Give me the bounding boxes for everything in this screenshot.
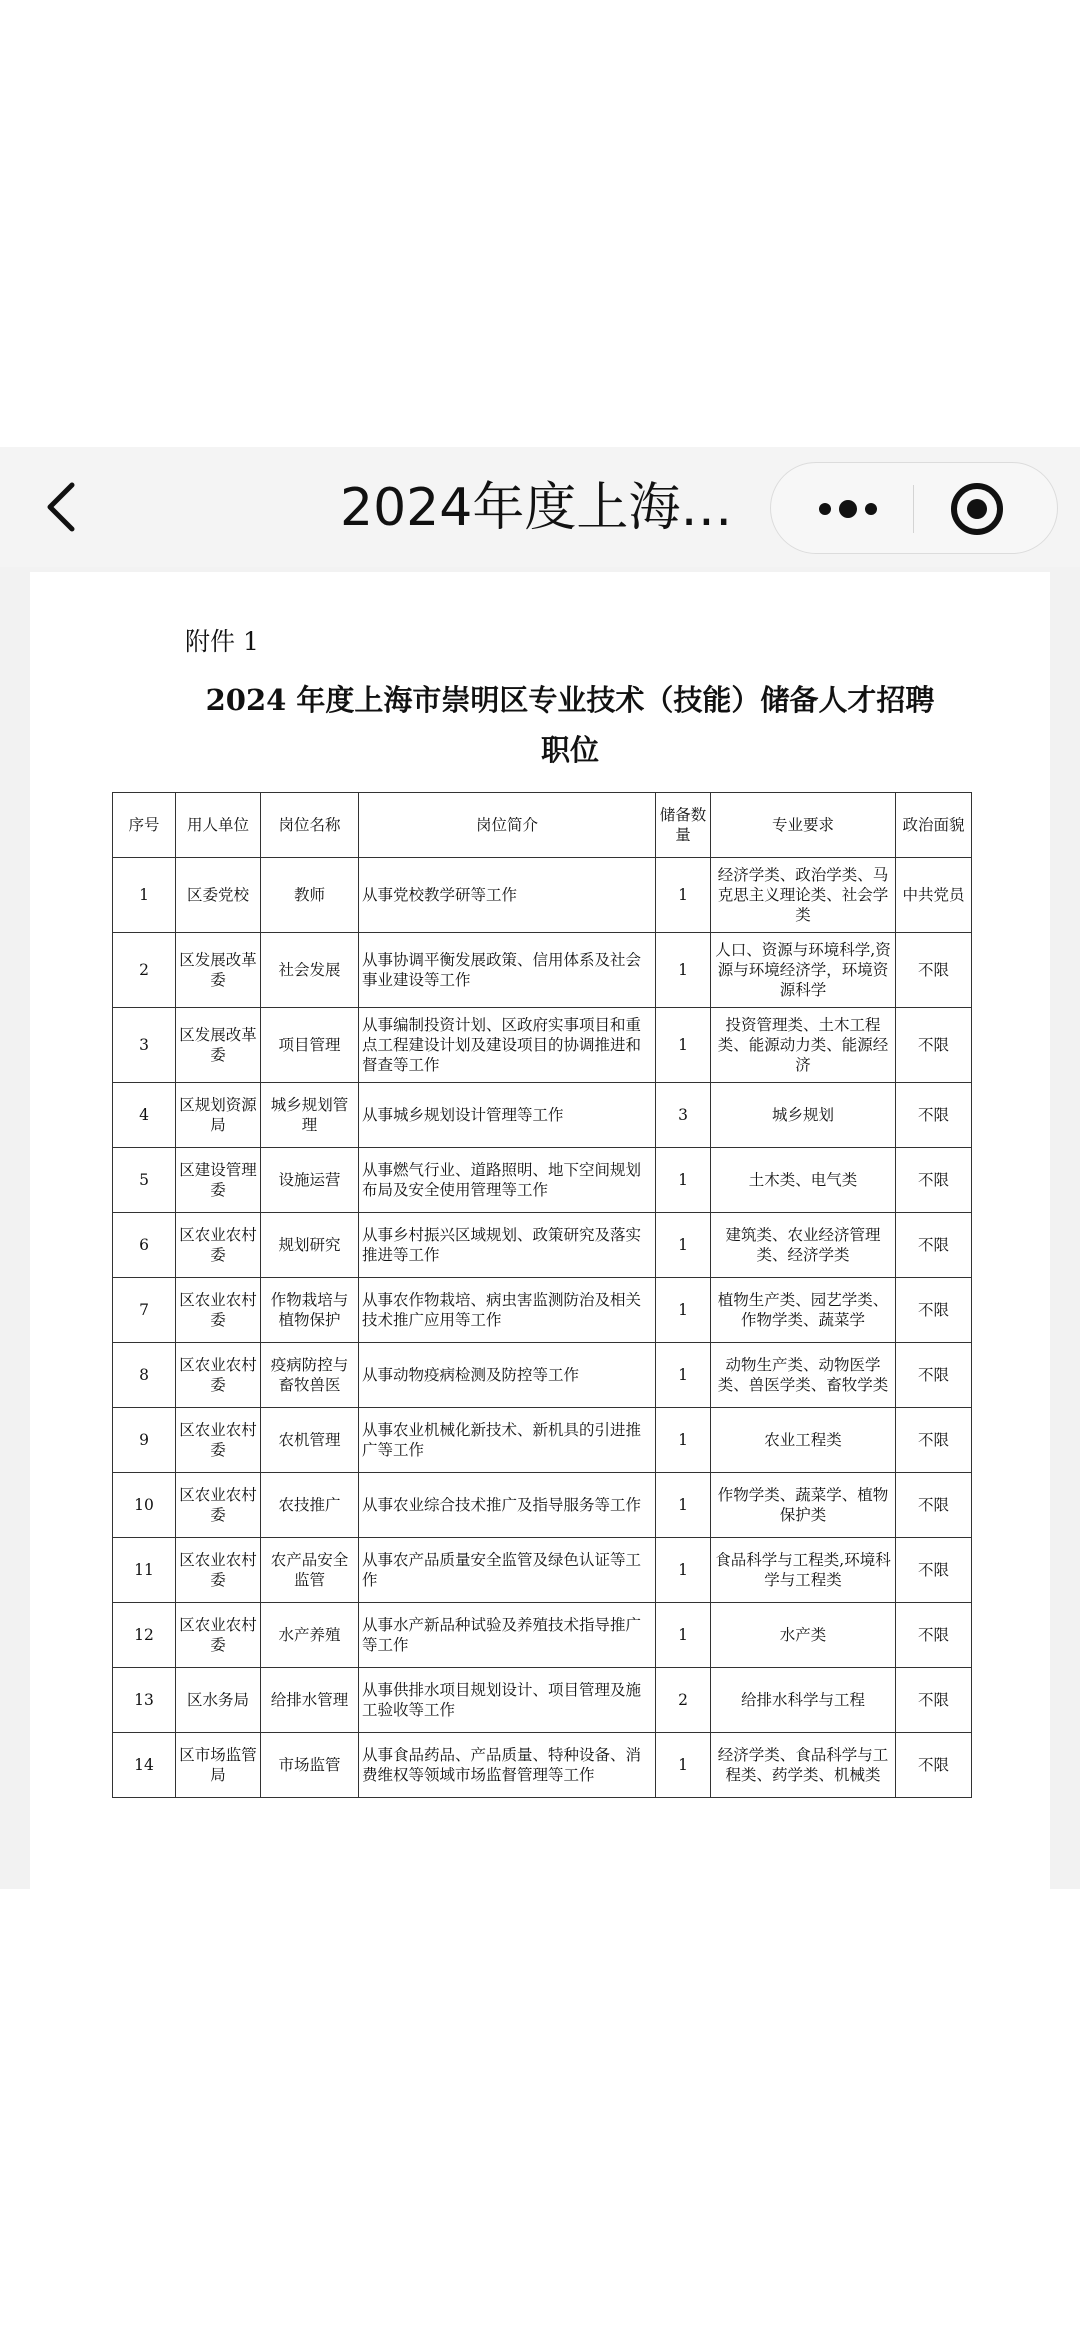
table-cell: 不限 xyxy=(896,1473,972,1538)
table-cell: 从事供排水项目规划设计、项目管理及施工验收等工作 xyxy=(359,1668,656,1733)
table-cell: 1 xyxy=(656,1408,711,1473)
table-cell: 土木类、电气类 xyxy=(711,1148,896,1213)
title-line-1: 2024 年度上海市崇明区专业技术（技能）储备人才招聘 xyxy=(205,683,935,717)
back-arrow-icon[interactable] xyxy=(34,477,94,537)
table-cell: 作物学类、蔬菜学、植物保护类 xyxy=(711,1473,896,1538)
header-cell: 岗位简介 xyxy=(359,793,656,858)
table-cell: 从事燃气行业、道路照明、地下空间规划布局及安全使用管理等工作 xyxy=(359,1148,656,1213)
table-cell: 中共党员 xyxy=(896,858,972,933)
table-cell: 2 xyxy=(113,933,176,1008)
table-cell: 8 xyxy=(113,1343,176,1408)
table-cell: 不限 xyxy=(896,1148,972,1213)
document-title xyxy=(170,675,970,775)
table-cell: 13 xyxy=(113,1668,176,1733)
table-cell: 区农业农村委 xyxy=(176,1408,261,1473)
table-row xyxy=(113,1408,972,1473)
table-row xyxy=(113,1473,972,1538)
header-cell: 序号 xyxy=(113,793,176,858)
table-cell: 区农业农村委 xyxy=(176,1603,261,1668)
table-cell: 不限 xyxy=(896,1668,972,1733)
table-cell: 不限 xyxy=(896,1083,972,1148)
document-viewer[interactable] xyxy=(0,567,1080,1889)
table-cell: 从事编制投资计划、区政府实事项目和重点工程建设计划及建设项目的协调推进和督查等工作 xyxy=(359,1008,656,1083)
table-row xyxy=(113,1083,972,1148)
table-cell: 从事食品药品、产品质量、特种设备、消费维权等领域市场监督管理等工作 xyxy=(359,1733,656,1798)
positions-table xyxy=(112,792,972,1798)
table-cell: 农业工程类 xyxy=(711,1408,896,1473)
table-row xyxy=(113,858,972,933)
header-cell: 政治面貌 xyxy=(896,793,972,858)
table-cell: 从事农作物栽培、病虫害监测防治及相关技术推广应用等工作 xyxy=(359,1278,656,1343)
table-cell: 不限 xyxy=(896,1343,972,1408)
table-cell: 项目管理 xyxy=(261,1008,359,1083)
table-cell: 投资管理类、土木工程类、能源动力类、能源经济 xyxy=(711,1008,896,1083)
table-cell: 不限 xyxy=(896,1408,972,1473)
table-cell: 作物栽培与植物保护 xyxy=(261,1278,359,1343)
table-cell: 9 xyxy=(113,1408,176,1473)
table-row xyxy=(113,1008,972,1083)
title-line-2: 职位 xyxy=(540,733,599,767)
table-cell: 水产类 xyxy=(711,1603,896,1668)
close-target-icon[interactable] xyxy=(945,477,1009,541)
table-cell: 区农业农村委 xyxy=(176,1473,261,1538)
header-cell: 用人单位 xyxy=(176,793,261,858)
table-cell: 4 xyxy=(113,1083,176,1148)
table-cell: 从事水产新品种试验及养殖技术指导推广等工作 xyxy=(359,1603,656,1668)
table-header-row xyxy=(113,793,972,858)
table-cell: 教师 xyxy=(261,858,359,933)
table-row xyxy=(113,1603,972,1668)
table-cell: 区规划资源局 xyxy=(176,1083,261,1148)
table-cell: 区建设管理委 xyxy=(176,1148,261,1213)
table-cell: 设施运营 xyxy=(261,1148,359,1213)
table-cell: 不限 xyxy=(896,1278,972,1343)
table-cell: 3 xyxy=(113,1008,176,1083)
table-cell: 1 xyxy=(656,1603,711,1668)
table-cell: 疫病防控与畜牧兽医 xyxy=(261,1343,359,1408)
table-cell: 动物生产类、动物医学类、兽医学类、畜牧学类 xyxy=(711,1343,896,1408)
table-cell: 1 xyxy=(656,1278,711,1343)
table-cell: 水产养殖 xyxy=(261,1603,359,1668)
table-cell: 12 xyxy=(113,1603,176,1668)
attachment-label: 附件 1 xyxy=(185,627,259,656)
page-title: 2024年度上海… xyxy=(340,478,733,538)
more-options-icon[interactable] xyxy=(793,479,903,539)
header-cell: 岗位名称 xyxy=(261,793,359,858)
table-cell: 14 xyxy=(113,1733,176,1798)
table-cell: 城乡规划管理 xyxy=(261,1083,359,1148)
table-row xyxy=(113,933,972,1008)
table-row xyxy=(113,1148,972,1213)
table-cell: 经济学类、政治学类、马克思主义理论类、社会学类 xyxy=(711,858,896,933)
table-cell: 3 xyxy=(656,1083,711,1148)
table-cell: 植物生产类、园艺学类、作物学类、蔬菜学 xyxy=(711,1278,896,1343)
table-cell: 1 xyxy=(656,1008,711,1083)
top-navigation-bar xyxy=(0,447,1080,567)
table-cell: 市场监管 xyxy=(261,1733,359,1798)
table-cell: 1 xyxy=(656,1733,711,1798)
table-cell: 规划研究 xyxy=(261,1213,359,1278)
table-cell: 区市场监管局 xyxy=(176,1733,261,1798)
table-cell: 从事城乡规划设计管理等工作 xyxy=(359,1083,656,1148)
table-cell: 从事农业机械化新技术、新机具的引进推广等工作 xyxy=(359,1408,656,1473)
table-cell: 从事乡村振兴区域规划、政策研究及落实推进等工作 xyxy=(359,1213,656,1278)
table-cell: 从事农业综合技术推广及指导服务等工作 xyxy=(359,1473,656,1538)
table-cell: 从事协调平衡发展政策、信用体系及社会事业建设等工作 xyxy=(359,933,656,1008)
table-cell: 7 xyxy=(113,1278,176,1343)
table-cell: 区发展改革委 xyxy=(176,1008,261,1083)
table-cell: 1 xyxy=(656,1213,711,1278)
table-cell: 社会发展 xyxy=(261,933,359,1008)
table-cell: 区水务局 xyxy=(176,1668,261,1733)
table-cell: 区委党校 xyxy=(176,858,261,933)
table-row xyxy=(113,1278,972,1343)
table-cell: 区农业农村委 xyxy=(176,1213,261,1278)
table-row xyxy=(113,1538,972,1603)
table-cell: 2 xyxy=(656,1668,711,1733)
table-cell: 不限 xyxy=(896,1603,972,1668)
table-cell: 1 xyxy=(656,1343,711,1408)
table-cell: 城乡规划 xyxy=(711,1083,896,1148)
table-row xyxy=(113,1668,972,1733)
table-cell: 从事农产品质量安全监管及绿色认证等工作 xyxy=(359,1538,656,1603)
table-cell: 建筑类、农业经济管理类、经济学类 xyxy=(711,1213,896,1278)
table-cell: 5 xyxy=(113,1148,176,1213)
table-cell: 1 xyxy=(656,933,711,1008)
mini-program-capsule xyxy=(770,462,1058,554)
table-cell: 10 xyxy=(113,1473,176,1538)
table-cell: 给排水管理 xyxy=(261,1668,359,1733)
table-cell: 不限 xyxy=(896,1733,972,1798)
table-cell: 不限 xyxy=(896,933,972,1008)
table-cell: 6 xyxy=(113,1213,176,1278)
table-cell: 区农业农村委 xyxy=(176,1278,261,1343)
table-cell: 11 xyxy=(113,1538,176,1603)
table-cell: 1 xyxy=(656,858,711,933)
table-cell: 1 xyxy=(113,858,176,933)
table-cell: 1 xyxy=(656,1538,711,1603)
table-cell: 不限 xyxy=(896,1538,972,1603)
table-cell: 1 xyxy=(656,1148,711,1213)
table-cell: 食品科学与工程类,环境科学与工程类 xyxy=(711,1538,896,1603)
table-cell: 人口、资源与环境科学,资源与环境经济学，环境资源科学 xyxy=(711,933,896,1008)
table-cell: 从事党校教学研等工作 xyxy=(359,858,656,933)
document-page xyxy=(30,572,1050,1889)
table-cell: 区农业农村委 xyxy=(176,1538,261,1603)
capsule-divider xyxy=(913,485,914,533)
table-cell: 经济学类、食品科学与工程类、药学类、机械类 xyxy=(711,1733,896,1798)
table-row xyxy=(113,1343,972,1408)
table-cell: 区发展改革委 xyxy=(176,933,261,1008)
table-cell: 不限 xyxy=(896,1008,972,1083)
header-cell: 专业要求 xyxy=(711,793,896,858)
table-row xyxy=(113,1213,972,1278)
table-cell: 给排水科学与工程 xyxy=(711,1668,896,1733)
table-row xyxy=(113,1733,972,1798)
header-cell: 储备数量 xyxy=(656,793,711,858)
table-cell: 1 xyxy=(656,1473,711,1538)
table-cell: 农机管理 xyxy=(261,1408,359,1473)
table-cell: 农产品安全监管 xyxy=(261,1538,359,1603)
table-cell: 从事动物疫病检测及防控等工作 xyxy=(359,1343,656,1408)
table-cell: 不限 xyxy=(896,1213,972,1278)
table-cell: 农技推广 xyxy=(261,1473,359,1538)
table-cell: 区农业农村委 xyxy=(176,1343,261,1408)
